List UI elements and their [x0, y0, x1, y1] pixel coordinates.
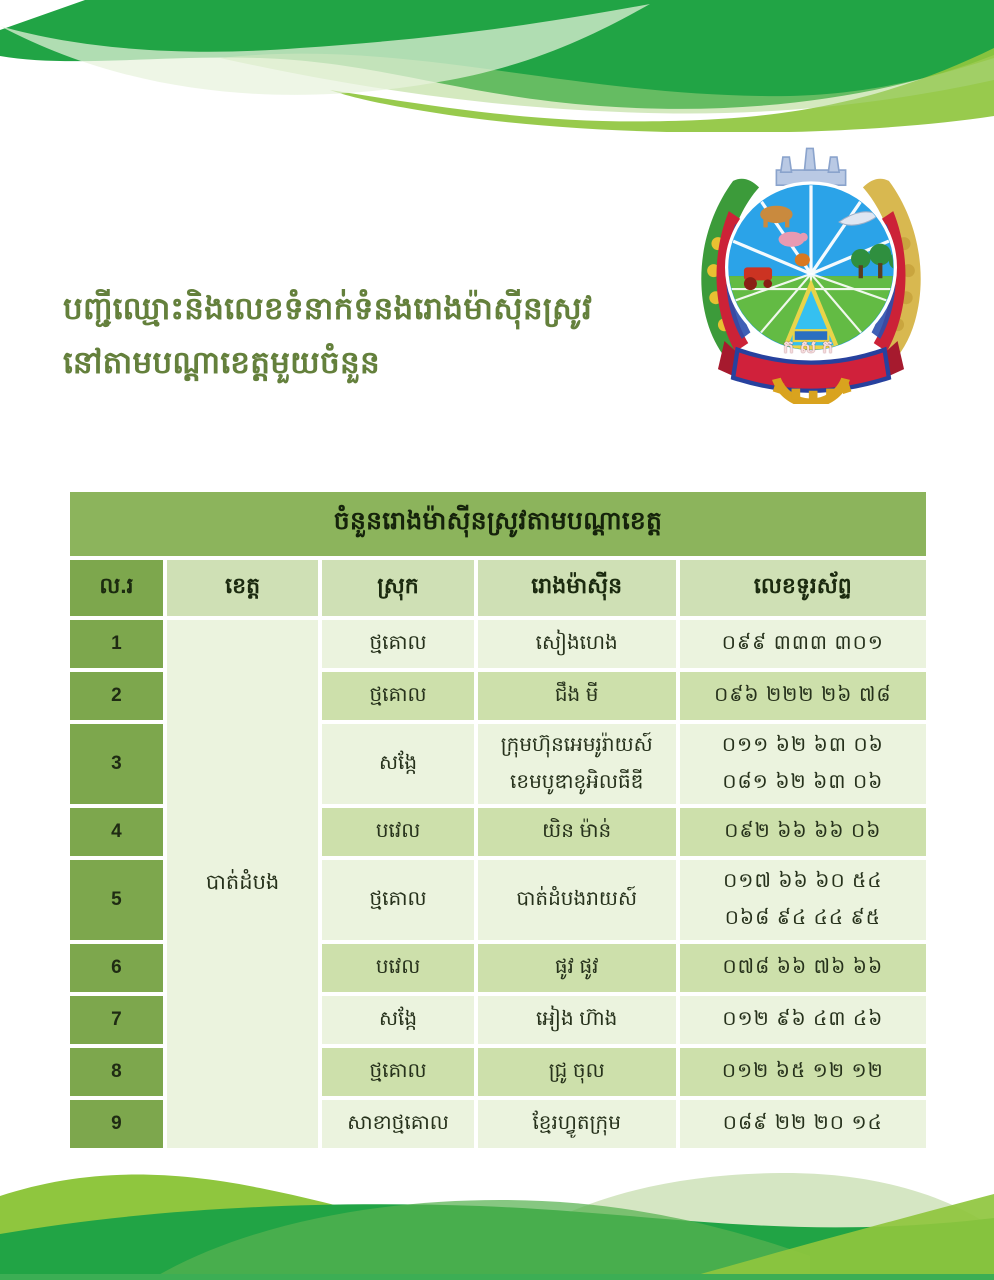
rice-mill-table	[66, 556, 930, 1152]
phone-cell	[680, 672, 926, 720]
row-number-cell: 2	[70, 672, 163, 720]
mill-line: បាត់ដំបងរាយស៍	[516, 888, 637, 910]
col-header-district: ស្រុក	[322, 560, 473, 616]
phone-line: ០៩៩ ៣៣៣ ៣០១	[721, 632, 884, 654]
col-header-mill: រោងម៉ាស៊ីន	[478, 560, 676, 616]
page-title	[63, 282, 653, 391]
district-cell: ថ្មគោល	[322, 620, 473, 668]
row-number-cell: 4	[70, 808, 163, 856]
phone-line: ០៧៨ ៦៦ ៧៦ ៦៦	[722, 956, 884, 978]
mill-cell	[478, 724, 676, 804]
phone-cell	[680, 620, 926, 668]
district-cell: សង្កែ	[322, 996, 473, 1044]
district-cell: ថ្មគោល	[322, 1048, 473, 1096]
mill-line: អៀង ហ៊ាង	[536, 1008, 618, 1030]
row-number-cell: 8	[70, 1048, 163, 1096]
emblem-banner-text: កសក	[783, 337, 839, 357]
district-cell: បវេល	[322, 808, 473, 856]
mill-cell	[478, 1048, 676, 1096]
mill-cell	[478, 672, 676, 720]
table-title-band: ចំនួនរោងម៉ាស៊ីនស្រូវតាមបណ្តាខេត្ត	[70, 492, 926, 556]
ministry-emblem-logo	[692, 146, 930, 404]
mill-cell	[478, 620, 676, 668]
page-title-line1: បញ្ជីឈ្មោះនិងលេខទំនាក់ទំនងរោងម៉ាស៊ីនស្រូវ	[63, 291, 593, 326]
phone-cell	[680, 724, 926, 804]
rice-mill-table-section	[70, 492, 926, 1152]
phone-line: ០១២ ៩៦ ៤៣ ៤៦	[722, 1008, 884, 1030]
mill-line: ក្រុមហ៊ុនអេមរូរ៉ាយស៍	[500, 733, 653, 756]
province-cell: បាត់ដំបង	[167, 620, 318, 1148]
phone-cell	[680, 1100, 926, 1148]
row-number-cell: 5	[70, 860, 163, 940]
district-cell: សង្កែ	[322, 724, 473, 804]
row-number-cell: 3	[70, 724, 163, 804]
phone-line: ០១២ ៦៥ ១២ ១២	[721, 1060, 884, 1082]
row-number-cell: 7	[70, 996, 163, 1044]
phone-line: ០៩២ ៦៦ ៦៦ ០៦	[724, 820, 882, 842]
district-cell: បវេល	[322, 944, 473, 992]
mill-line: ផូវ ផូវ	[554, 956, 599, 978]
phone-cell	[680, 996, 926, 1044]
mill-line: ជឹង មី	[554, 684, 599, 706]
mill-line: ខេមបូឌាខូអិលធីឌី	[510, 770, 644, 793]
bottom-wave-decoration	[0, 1158, 994, 1280]
phone-line: ០១៧ ៦៦ ៦០ ៥៤	[723, 869, 883, 892]
mill-cell	[478, 860, 676, 940]
phone-line: ០៩៦ ២២២ ២៦ ៧៨	[714, 684, 892, 706]
mill-line: យិន ម៉ាន់	[542, 820, 612, 842]
table-header-row	[70, 560, 926, 616]
top-wave-decoration	[0, 0, 994, 132]
phone-cell	[680, 944, 926, 992]
phone-cell	[680, 1048, 926, 1096]
col-header-no: ល.រ	[70, 560, 163, 616]
district-cell: ថ្មគោល	[322, 672, 473, 720]
page-title-line2: នៅតាមបណ្តាខេត្តមួយចំនួន	[63, 345, 380, 381]
phone-line: ០៨៩ ២២ ២០ ១៤	[722, 1112, 883, 1134]
phone-line: ០១១ ៦២ ៦៣ ០៦	[721, 733, 884, 756]
phone-line: ០៦៨ ៩៤ ៤៤ ៩៥	[724, 906, 881, 929]
row-number-cell: 6	[70, 944, 163, 992]
phone-line: ០៨១ ៦២ ៦៣ ០៦	[722, 770, 884, 793]
mill-cell	[478, 808, 676, 856]
row-number-cell: 1	[70, 620, 163, 668]
mill-line: ខ្មែរហ្វូតក្រុម	[532, 1112, 621, 1134]
mill-cell	[478, 996, 676, 1044]
col-header-phone: លេខទូរស័ព្ទ	[680, 560, 926, 616]
mill-line: ជ្រូ ចុល	[548, 1060, 605, 1082]
table-row	[70, 620, 926, 668]
row-number-cell: 9	[70, 1100, 163, 1148]
col-header-province: ខេត្ត	[167, 560, 318, 616]
mill-cell	[478, 1100, 676, 1148]
mill-cell	[478, 944, 676, 992]
district-cell: សាខាថ្មគោល	[322, 1100, 473, 1148]
phone-cell	[680, 860, 926, 940]
phone-cell	[680, 808, 926, 856]
district-cell: ថ្មគោល	[322, 860, 473, 940]
mill-line: សៀងហេង	[535, 632, 618, 654]
